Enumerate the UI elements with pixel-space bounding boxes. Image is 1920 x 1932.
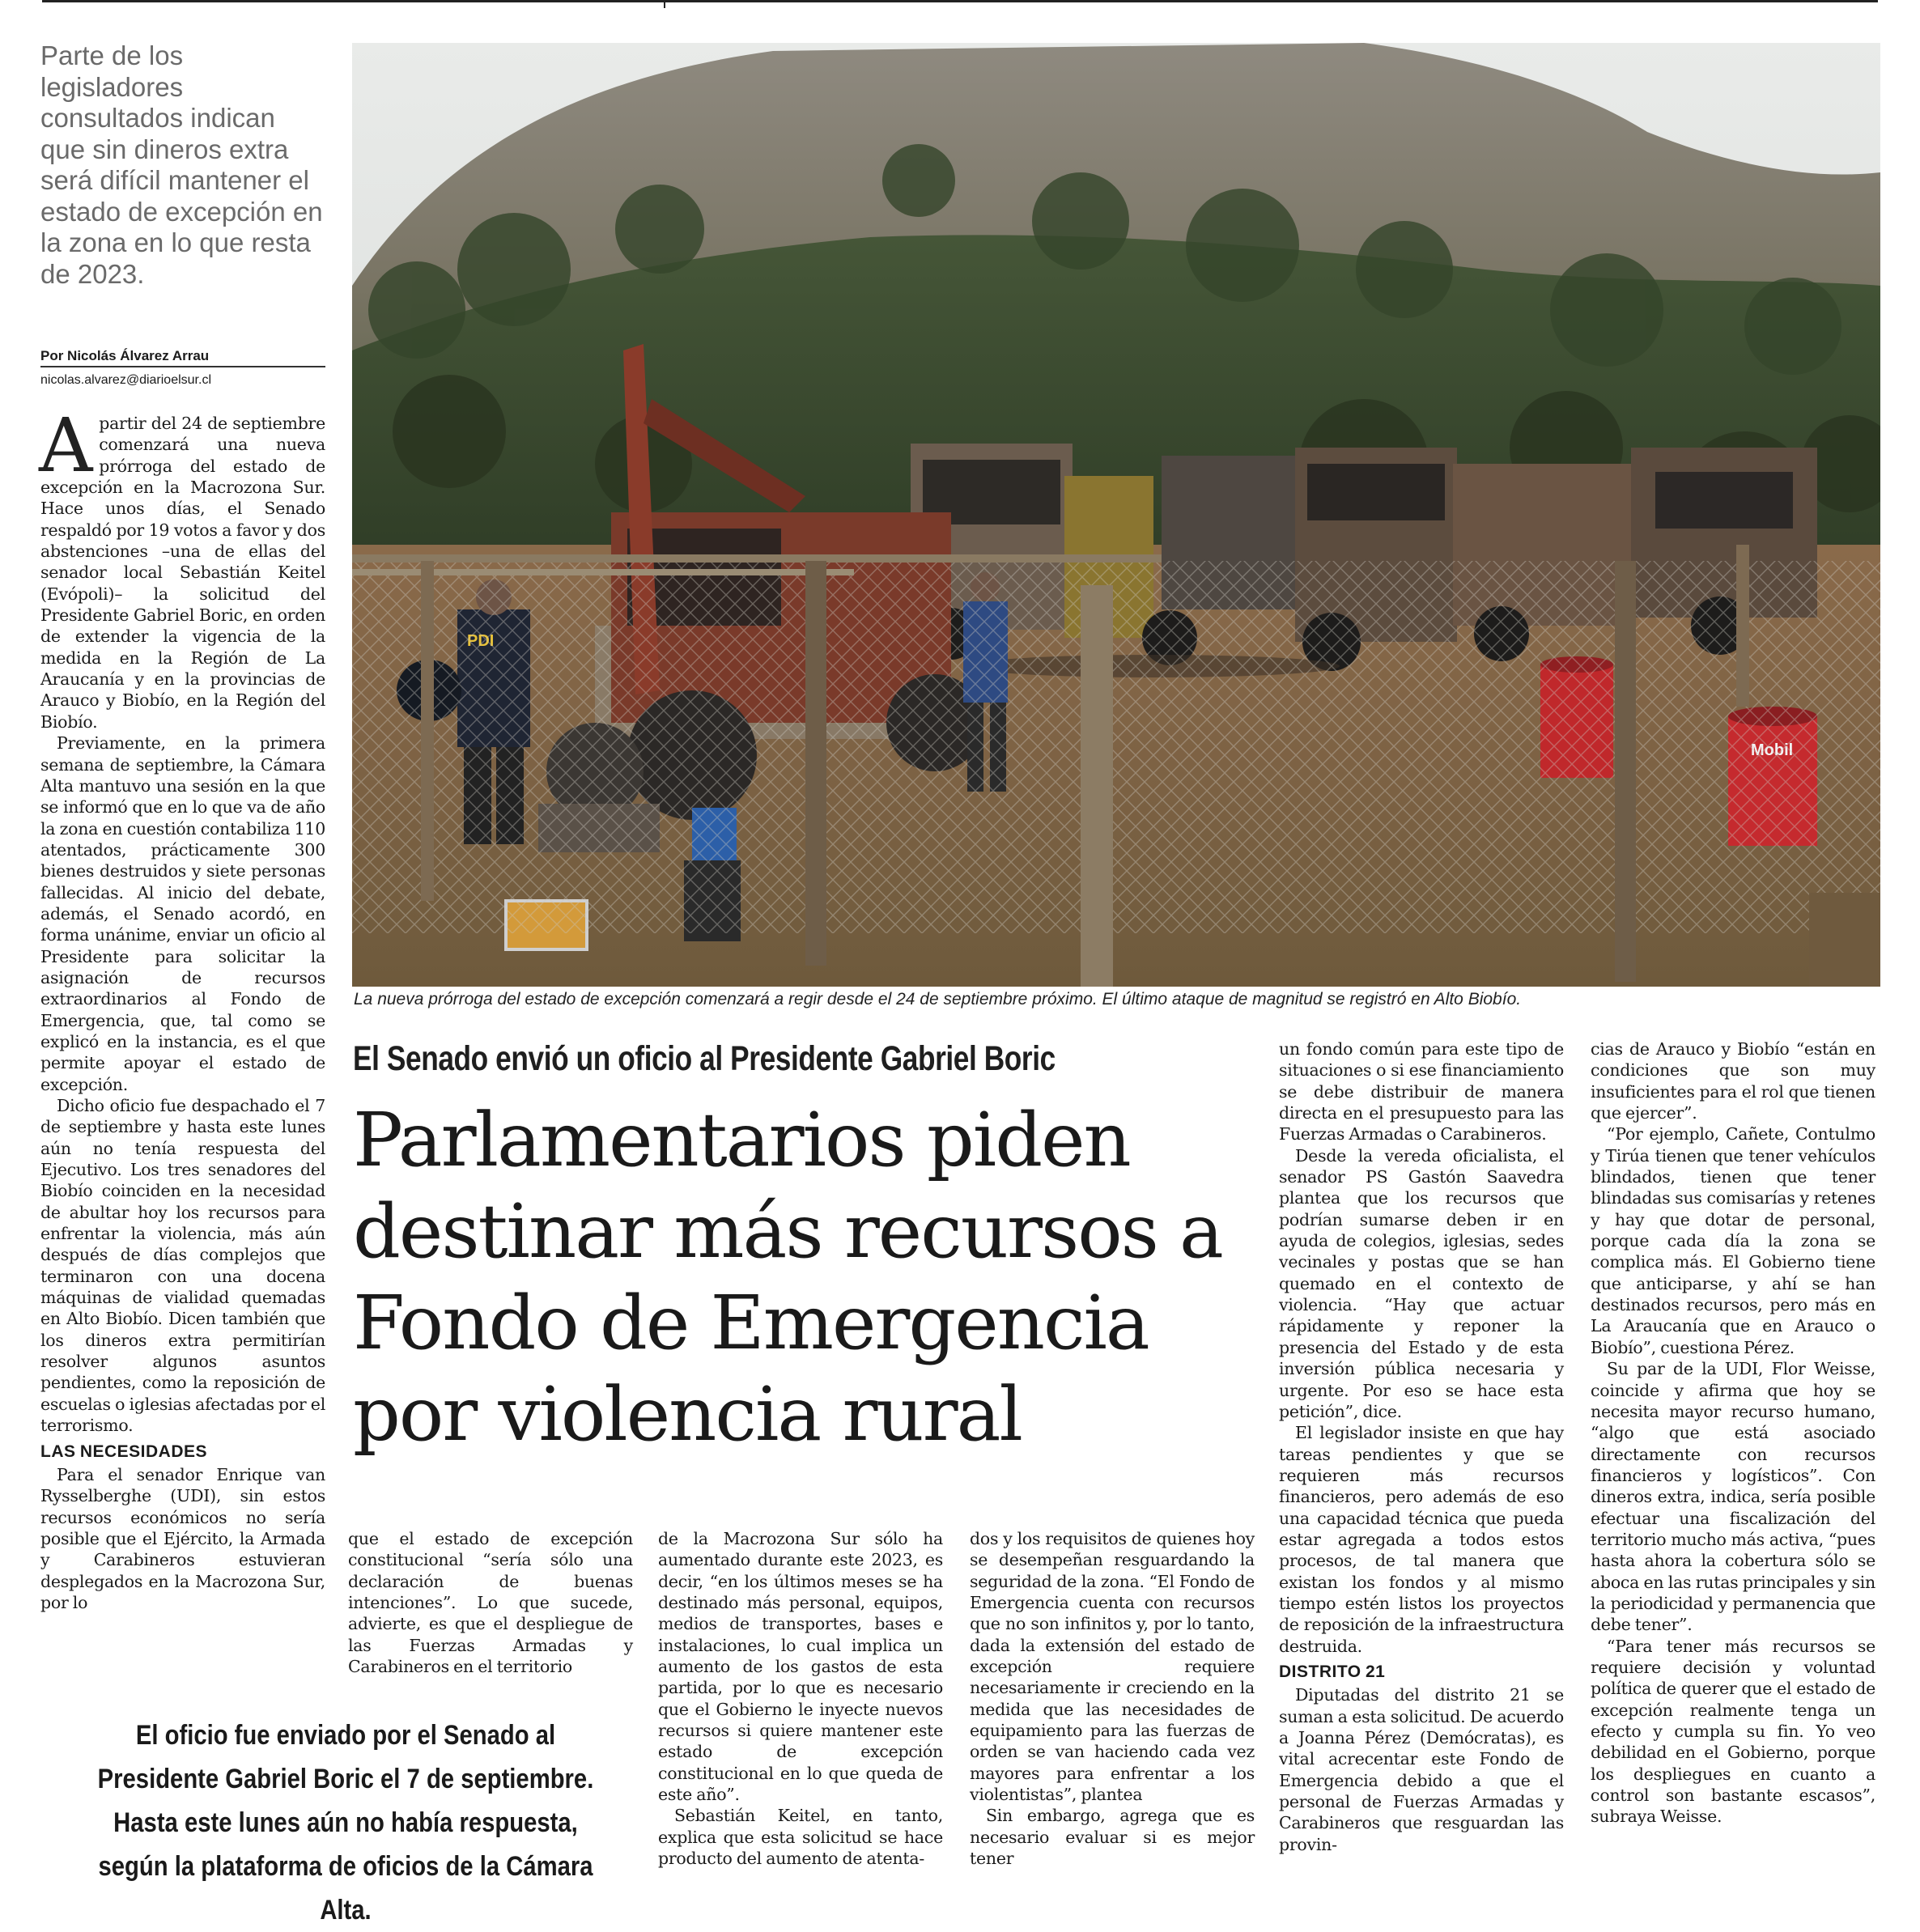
column-3 xyxy=(658,1528,943,1870)
pull-quote xyxy=(42,1713,649,1932)
section-heading: DISTRITO 21 xyxy=(1279,1662,1386,1681)
column-5 xyxy=(1279,1038,1564,1855)
paragraph: Dicho oficio fue despachado el 7 de septiembre y hasta este lunes aún no tenía respuesta del Ejecutivo. Los tres senadores del Biobío coinciden en la necesidad de abultar hoy los recursos para enfrentar la violencia, más aún después de días complejos que terminaron con una docena máquinas de vialidad quemadas en Alto Biobío. Dicen también que los dineros extra permitirían resolver algunos asuntos pendientes, como la reposición de escuelas o iglesias afectadas por el terrorismo. xyxy=(40,1096,325,1436)
column-6 xyxy=(1591,1038,1875,1828)
paragraph: “Para tener más recursos se requiere decisión y voluntad política de querer que el estado de excepción realmente tenga un efecto y cumpla su fin. Yo veo debilidad en el Gobierno, porque los despliegues en cuanto a control son bastante escasos”, subraya Weisse. xyxy=(1591,1636,1875,1827)
paragraph xyxy=(39,402,325,732)
paragraph: Previamente, en la primera semana de septiembre, la Cámara Alta mantuvo una sesión en la que se informó que en lo que va de año la zona en cuestión contabiliza 110 atentados, prácticamente 300 bienes destruidos y siete personas fallecidas. Al inicio del debate, además, el Senado acordó, en forma unánime, enviar un oficio al Presidente para solicitar la asignación de recursos extraordinarios al Fondo de Emergencia, que, tal como se explicó en la instancia, es el que permite apoyar el estado de excepción. xyxy=(40,733,325,1094)
pull-quote-text: El oficio fue enviado por el Senado al Presidente Gabriel Boric el 7 de septiembre. Hasta este lunes aún no había respuesta, según la plataforma de oficios de la Cámara Alta. xyxy=(97,1720,594,1926)
paragraph: de la Macrozona Sur sólo ha aumentado durante este 2023, es decir, “en los últimos meses se ha destinado más personal, equipos, medios de transportes, bases e instalaciones, lo cual implica un aumento de los gastos de esta partida, por lo que es necesario que el Gobierno le inyecte nuevos recursos si quiere mantener este estado de excepción constitucional en lo que queda de este año”. xyxy=(658,1529,943,1805)
paragraph: Diputadas del distrito 21 se suman a esta solicitud. De acuerdo a Joanna Pérez (Demócratas), es vital acrecentar este Fondo de Emergencia debido a que el personal de Fuerzas Armadas y Carabineros que resguardan las provin- xyxy=(1279,1685,1564,1854)
fence xyxy=(352,545,1880,987)
paragraph: Su par de la UDI, Flor Weisse, coincide y afirma que hoy se necesita mayor recurso humano, “algo que está asociado directamente con recursos financieros y logísticos”. Con dineros extra, indica, sería posible efectuar una fiscalización del territorio mucho más activa, “pues hasta ahora la cobertura sólo se aboca en las rutas principales y sin la periodicidad y permanencia que debe tener”. xyxy=(1591,1359,1875,1635)
section-heading: LAS NECESIDADES xyxy=(40,1442,208,1461)
top-rule-tick xyxy=(664,0,665,8)
paragraph: un fondo común para este tipo de situaciones o si ese financiamiento se debe distribuir de manera directa en el presupuesto para las Fuerzas Armadas o Carabineros. xyxy=(1279,1039,1564,1144)
paragraph: El legislador insiste en que hay tareas pendientes y que se requieren más recursos financieros, pero además de eso una capacidad técnica que pueda estar agregada a todos estos procesos, de tal manera que existan los fondos y al mismo tiempo estén listos los proyectos de reposición de la infraestructura destruida. xyxy=(1279,1423,1564,1656)
paragraph: cias de Arauco y Biobío “están en condiciones que son muy insuficientes para el rol que tienen que ejercer”. xyxy=(1591,1039,1875,1123)
paragraph: Sebastián Keitel, en tanto, explica que esta solicitud se hace producto del aumento de atenta- xyxy=(658,1806,943,1869)
drop-cap: A xyxy=(39,402,93,489)
column-1 xyxy=(39,402,325,1613)
paragraph: “Por ejemplo, Cañete, Contulmo y Tirúa tienen que tener vehículos blindados, tienen que tener blindadas sus comisarías y retenes y hay que dotar de personal, porque cada día la zona se complica más. El Gobierno tiene que anticiparse, y ahí se han destinados recursos, pero más en La Araucanía que en Arauco o Biobío”, cuestiona Pérez. xyxy=(1591,1124,1875,1357)
paragraph: que el estado de excepción constitucional “sería sólo una declaración de buenas intenciones”. Lo que sucede, advierte, es que el despliegue de las Fuerzas Armadas y Carabineros en el territorio xyxy=(348,1529,633,1677)
paragraph: Para el senador Enrique van Rysselberghe (UDI), sin estos recursos económicos no sería posible que el Ejército, la Armada y Carabineros estuvieran desplegados en la Macrozona Sur, por lo xyxy=(40,1464,325,1612)
top-rule xyxy=(42,0,1878,2)
paragraph-text: partir del 24 de septiembre comenzará una nueva prórroga del estado de excepción en la Macrozona Sur. Hace unos días, el Senado respaldó por 19 votos a favor y dos abstenciones –una de ellas del senador local Sebastián Keitel (Evópoli)– la solicitud del Presidente Gabriel Boric, en orden de extender la vigencia de la medida en la Región de La Araucanía y en la provincias de Arauco y Biobío, en la Región del Biobío. xyxy=(40,414,325,732)
paragraph: Desde la vereda oficialista, el senador PS Gastón Saavedra plantea que los recursos que podrían sumarse deben ir en ayuda de colegios, iglesias, sedes vecinales y postas que se han quemado en el contexto de violencia. “Hay que actuar rápidamente y reponer la presencia del Estado y de esta inversión pública necesaria y urgente. Por eso se hace esta petición”, dice. xyxy=(1279,1145,1564,1421)
kicker: El Senado envió un oficio al Presidente Gabriel Boric xyxy=(353,1039,1056,1078)
article-photo xyxy=(352,43,1880,987)
paragraph: Sin embargo, agrega que es necesario evaluar si es mejor tener xyxy=(970,1806,1255,1869)
author-email[interactable]: nicolas.alvarez@diarioelsur.cl xyxy=(40,373,211,387)
burned-machinery-scene xyxy=(352,43,1880,987)
column-4 xyxy=(970,1528,1255,1870)
headline: Parlamentarios piden destinar más recursos a Fondo de Emergencia por violencia rural xyxy=(353,1097,1222,1458)
photo-caption: La nueva prórroga del estado de excepción comenzará a regir desde el 24 de septiembre próximo. El último ataque de magnitud se registró en Alto Biobío. xyxy=(354,990,1522,1008)
paragraph: dos y los requisitos de quienes hoy se desempeñan resguardando la seguridad de la zona. “El Fondo de Emergencia cuenta con recursos que no son infinitos y, por lo tanto, dada la extensión del estado de excepción requiere necesariamente ir creciendo en la medida que las necesidades de equipamiento para las fuerzas de orden se van haciendo cada vez mayores para enfrentar a los violentistas”, plantea xyxy=(970,1529,1255,1805)
column-2 xyxy=(348,1528,633,1677)
lede-summary: Parte de los legisladores consultados indican que sin dineros extra será difícil mantener el estado de excepción en la zona en lo que resta de 2023. xyxy=(40,40,323,289)
byline: Por Nicolás Álvarez Arrau xyxy=(40,348,325,367)
